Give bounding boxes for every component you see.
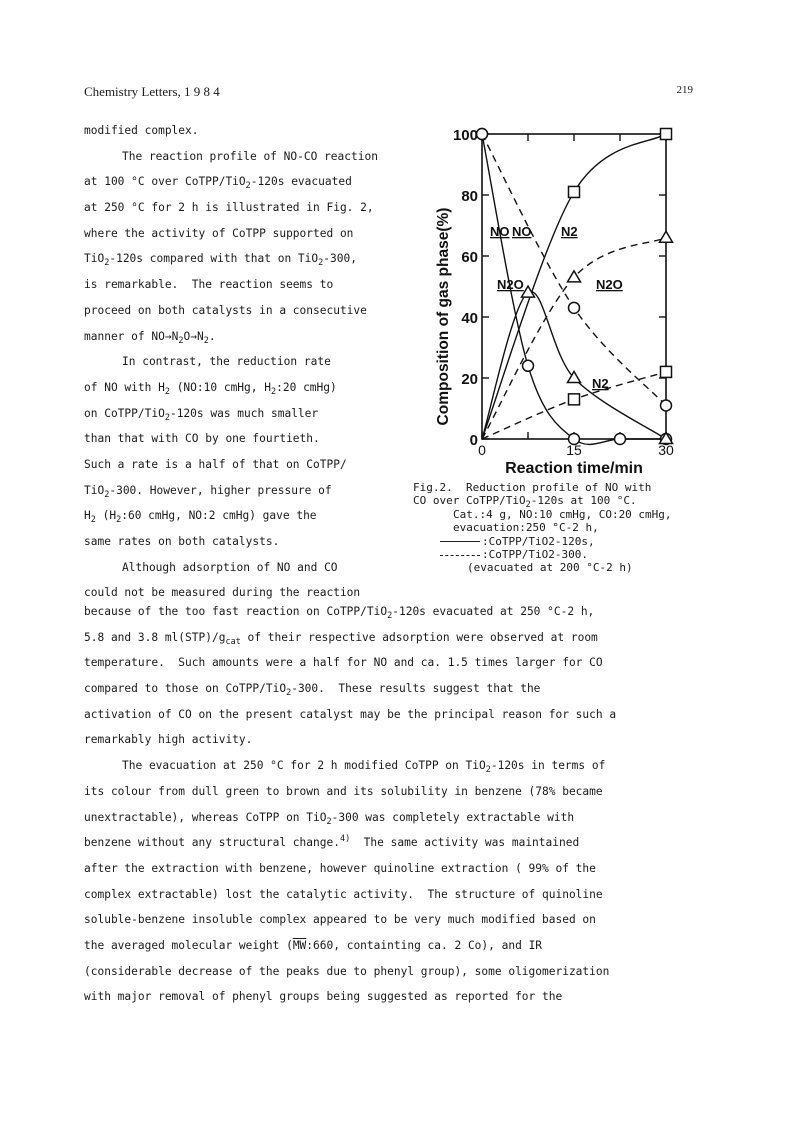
subscript: 2 [104,489,110,500]
text-line [84,830,724,856]
reaction-profile-chart [432,122,702,477]
subscript: 2 [318,258,324,269]
subscript: 2 [203,335,209,346]
caption-line: (evacuated at 200 °C-2 h) [467,561,633,575]
text-span: at 100 °C over CoTPP/TiO [84,175,246,189]
y-tick-label: 0 [469,432,478,449]
text-span: because of the too fast reaction on CoTPP/TiO [84,605,388,618]
caption-line [413,548,713,561]
text-span: $\overline{MW}$ [292,938,307,952]
text-line [84,478,414,504]
text-line [84,753,724,779]
data-point-square [569,186,580,197]
dashed-line-legend [440,555,480,556]
text-span: -120s in terms of [490,759,606,773]
y-tick-label: 80 [461,188,478,205]
text-line: modified complex. [84,124,199,137]
y-tick-label: 100 [452,127,478,144]
subscript: 2 [286,688,292,699]
data-point-circle [523,360,534,371]
text-span: manner of NO [84,329,165,343]
subscript: 2 [387,611,393,621]
series-label-no-solid: NO [490,224,510,239]
text-span: the averaged molecular weight ( [84,938,293,952]
text-span: The same activity was maintained [350,836,580,850]
subscript: 2 [326,816,332,827]
x-axis-label: Reaction time/min [505,460,643,477]
y-tick-label: 40 [461,310,478,327]
text-span: The evacuation at 250 °C for 2 h modified CoTPP on TiO [122,759,486,773]
text-span: . [208,329,216,343]
text-line [84,401,414,427]
text-span: -120s compared with that on TiO [109,252,319,266]
subscript: 2 [116,515,122,526]
text-line [84,625,724,651]
caption-line [413,535,713,548]
data-point-circle [477,129,488,140]
subscript: cat [225,636,241,647]
text-span: TiO [84,483,105,497]
text-line: than that with CO by one fourtieth. [84,432,320,446]
subscript: 2 [525,500,531,511]
text-line: is remarkable. The reaction seems to [84,278,334,292]
series-line-dashed-triangle [482,238,666,439]
data-point-circle [661,400,672,411]
series-label-n2-dashed: N2 [592,376,609,391]
body-text-narrow [84,118,414,606]
data-point-triangle [660,231,673,242]
text-span: CO over CoTPP/TiO [413,494,526,508]
text-line [84,503,414,529]
data-point-square [569,394,580,405]
caption-line [413,494,713,511]
text-span: 5.8 and 3.8 ml(STP)/g [84,630,226,644]
text-line [84,169,414,195]
text-line: same rates on both catalysts. [84,535,280,548]
body-text-full [84,599,724,1010]
caption-line: Fig.2. Reduction profile of NO with [413,481,652,494]
chart-text [435,127,674,477]
subscript: 2 [245,181,251,192]
page-number: 219 [676,84,693,96]
text-span: 2 [548,548,555,562]
text-line: In contrast, the reduction rate [122,355,331,369]
text-span: -300. However, higher pressure of [109,483,332,497]
text-line: where the activity of CoTPP supported on [84,226,354,240]
series-label-n2-solid: N2 [561,224,578,239]
text-span: N [196,329,204,343]
y-tick-label: 20 [461,371,478,388]
text-line: remarkably high activity. [84,733,253,747]
text-line [84,933,724,959]
text-span: -120s was much smaller [169,406,319,420]
text-span: :CoTPP/TiO [482,548,549,562]
text-line: Such a rate is a half of that on CoTPP/ [84,457,347,471]
text-span: -300. [554,548,588,562]
subscript: 2 [104,258,110,269]
subscript: 2 [271,386,277,397]
data-point-square [661,366,672,377]
text-line [84,805,724,831]
caption-line: Cat.:4 g, NO:10 cmHg, CO:20 cmHg, [453,507,672,521]
text-line: activation of CO on the present catalyst may be the principal reason for such a [84,707,617,721]
subscript: 2 [90,515,96,526]
x-tick-label: 0 [478,442,486,458]
text-span: 2 [548,534,555,548]
x-tick-label: 30 [658,442,674,458]
text-span: :60 cmHg, NO:2 cmHg) gave the [121,509,317,523]
subscript: 2 [485,765,491,776]
text-span: unextractable), whereas CoTPP on TiO [84,810,327,824]
y-axis-label: Composition of gas phase(%) [435,207,452,426]
arrow-glyph: → [164,329,172,343]
series-label-n2o-dashed: N2O [596,277,623,292]
text-span: N [171,329,179,343]
text-span: -120s evacuated [250,175,352,189]
running-header: Chemistry Letters, 1 9 8 4 [84,84,220,99]
text-span: of NO with H [84,380,165,394]
reference-superscript: 4) [339,834,351,845]
text-span: :20 cmHg) [276,380,337,394]
text-line [84,599,724,625]
figure-caption [413,481,713,575]
data-point-circle [615,434,626,445]
text-span: -300 was completely extractable with [331,810,575,824]
text-line: with major removal of phenyl groups being suggested as reported for the [84,990,563,1004]
text-span: compared to those on CoTPP/TiO [84,682,287,696]
text-span: -300, [323,252,357,266]
text-line: proceed on both catalysts in a consecutive [84,303,367,317]
text-line: temperature. Such amounts were a half for NO and ca. 1.5 times larger for CO [84,656,603,670]
solid-line-legend [440,541,480,542]
data-point-circle [569,302,580,313]
text-line: after the extraction with benzene, however quinoline extraction ( 99% of the [84,861,596,875]
text-span: -120s, [554,534,595,548]
text-line: soluble-benzene insoluble complex appeared to be very much modified based on [84,913,596,927]
text-span: of their respective adsorption were observed at room [240,630,598,644]
text-line [84,246,414,272]
subscript: 2 [178,335,184,346]
text-span: benzene without any structural change. [84,836,340,850]
text-span: -300. These results suggest that the [291,682,541,696]
text-span: O [183,329,191,343]
y-tick-label: 60 [461,249,478,266]
text-span: :660, containting ca. 2 Co), and IR [306,938,543,952]
subscript: 2 [164,412,170,423]
arrow-glyph: → [190,329,197,343]
text-line [84,676,724,702]
caption-line: evacuation:250 °C-2 h, [453,521,599,535]
text-line: complex extractable) lost the catalytic activity. The structure of quinoline [84,887,603,901]
text-span: -120s at 100 °C. [530,494,637,508]
text-line: could not be measured during the reaction [84,586,361,600]
text-line: The reaction profile of NO-CO reaction [122,149,378,163]
text-line [84,375,414,401]
text-span: -120s evacuated at 250 °C-2 h, [392,605,595,618]
subscript: 2 [164,386,170,397]
text-span: (H [95,509,117,523]
text-span: on CoTPP/TiO [84,406,165,420]
text-line: at 250 °C for 2 h is illustrated in Fig. 2, [84,201,374,215]
text-line [84,324,414,350]
text-line: its colour from dull green to brown and its solubility in benzene (78% became [84,784,603,798]
series-label-n2o-solid: N2O [497,277,524,292]
text-span: (NO:10 cmHg, H [169,380,271,394]
text-line: Although adsorption of NO and CO [122,560,338,574]
text-span: H [84,509,91,523]
text-span: :CoTPP/TiO [482,534,549,548]
x-tick-label: 15 [566,442,582,458]
text-line: (considerable decrease of the peaks due to phenyl group), some oligomerization [84,964,610,978]
data-point-square [661,129,672,140]
text-span: TiO [84,252,105,266]
series-label-no-dashed: NO [512,224,532,239]
